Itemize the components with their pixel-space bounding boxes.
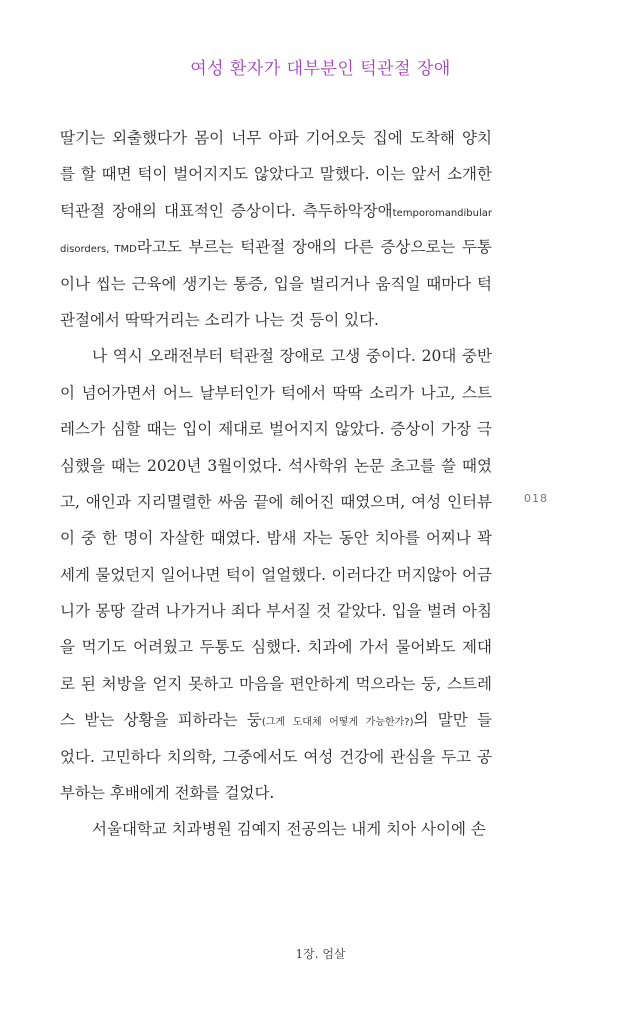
paragraph-start-line: 나 역시 오래전부터 턱관절 장애로 고생 중이다. 20대 중반 bbox=[92, 347, 492, 366]
paragraph-start-line: 서울대학교 치과병원 김예지 전공의는 내게 치아 사이에 손 bbox=[92, 820, 486, 839]
text-line: 로 된 처방을 얻지 못하고 마음을 편안하게 먹으라는 둥, 스트레 bbox=[60, 674, 492, 693]
text-line: 이나 씹는 근육에 생기는 통증, 입을 벌리거나 움직일 때마다 턱 bbox=[60, 274, 492, 293]
text-segment: 라고도 부르는 턱관절 장애의 다른 증상으로는 두통 bbox=[136, 238, 492, 257]
text-line: 심했을 때는 2020년 3월이었다. 석사학위 논문 초고를 쓸 때였 bbox=[60, 456, 492, 475]
text-line: 고, 애인과 지리멸렬한 싸움 끝에 헤어진 때였으며, 여성 인터뷰 bbox=[60, 492, 492, 511]
text-line: 이 중 한 명이 자살한 때였다. 밤새 자는 동안 치아를 어찌나 꽉 bbox=[60, 529, 492, 548]
text-line: 었다. 고민하다 치의학, 그중에서도 여성 건강에 관심을 두고 공 bbox=[60, 747, 492, 766]
english-term: temporomandibular bbox=[392, 207, 492, 219]
text-line: 니가 몽땅 갈려 나가거나 죄다 부서질 것 같았다. 입을 벌려 아침 bbox=[60, 602, 492, 621]
text-line bbox=[60, 229, 492, 265]
text-line: 관절에서 딱딱거리는 소리가 나는 것 등이 있다. bbox=[60, 310, 379, 329]
text-line: 세게 물었던지 일어나면 턱이 얼얼했다. 이러다간 머지않아 어금 bbox=[60, 565, 492, 584]
english-term: disorders, TMD bbox=[60, 244, 137, 256]
running-title: 여성 환자가 대부분인 턱관절 장애 bbox=[190, 59, 451, 79]
body-text bbox=[60, 120, 492, 848]
aside-note: (그게 도대체 어떻게 가능한가?) bbox=[261, 717, 414, 729]
text-line: 딸기는 외출했다가 몸이 너무 아파 기어오듯 집에 도착해 양치 bbox=[60, 129, 492, 147]
text-segment: 턱관절 장애의 대표적인 증상이다. 측두하악장애 bbox=[60, 201, 393, 220]
page-number: 018 bbox=[524, 492, 548, 505]
chapter-footer: 1장. 엄살 bbox=[295, 947, 346, 961]
text-segment: 의 말만 들 bbox=[413, 711, 492, 730]
text-line: 이 넘어가면서 어느 날부터인가 턱에서 딱딱 소리가 나고, 스트 bbox=[60, 383, 492, 402]
text-line: 부하는 후배에게 전화를 걸었다. bbox=[60, 784, 275, 803]
text-line: 을 먹기도 어려웠고 두통도 심했다. 치과에 가서 물어봐도 제대 bbox=[60, 638, 492, 657]
text-line: 레스가 심할 때는 입이 제대로 벌어지지 않았다. 증상이 가장 극 bbox=[60, 420, 492, 439]
text-segment: 스 받는 상황을 피하라는 둥 bbox=[60, 711, 262, 730]
text-line bbox=[60, 193, 492, 229]
text-line: 를 할 때면 턱이 벌어지지도 않았다고 말했다. 이는 앞서 소개한 bbox=[60, 165, 492, 184]
text-line bbox=[60, 702, 492, 738]
